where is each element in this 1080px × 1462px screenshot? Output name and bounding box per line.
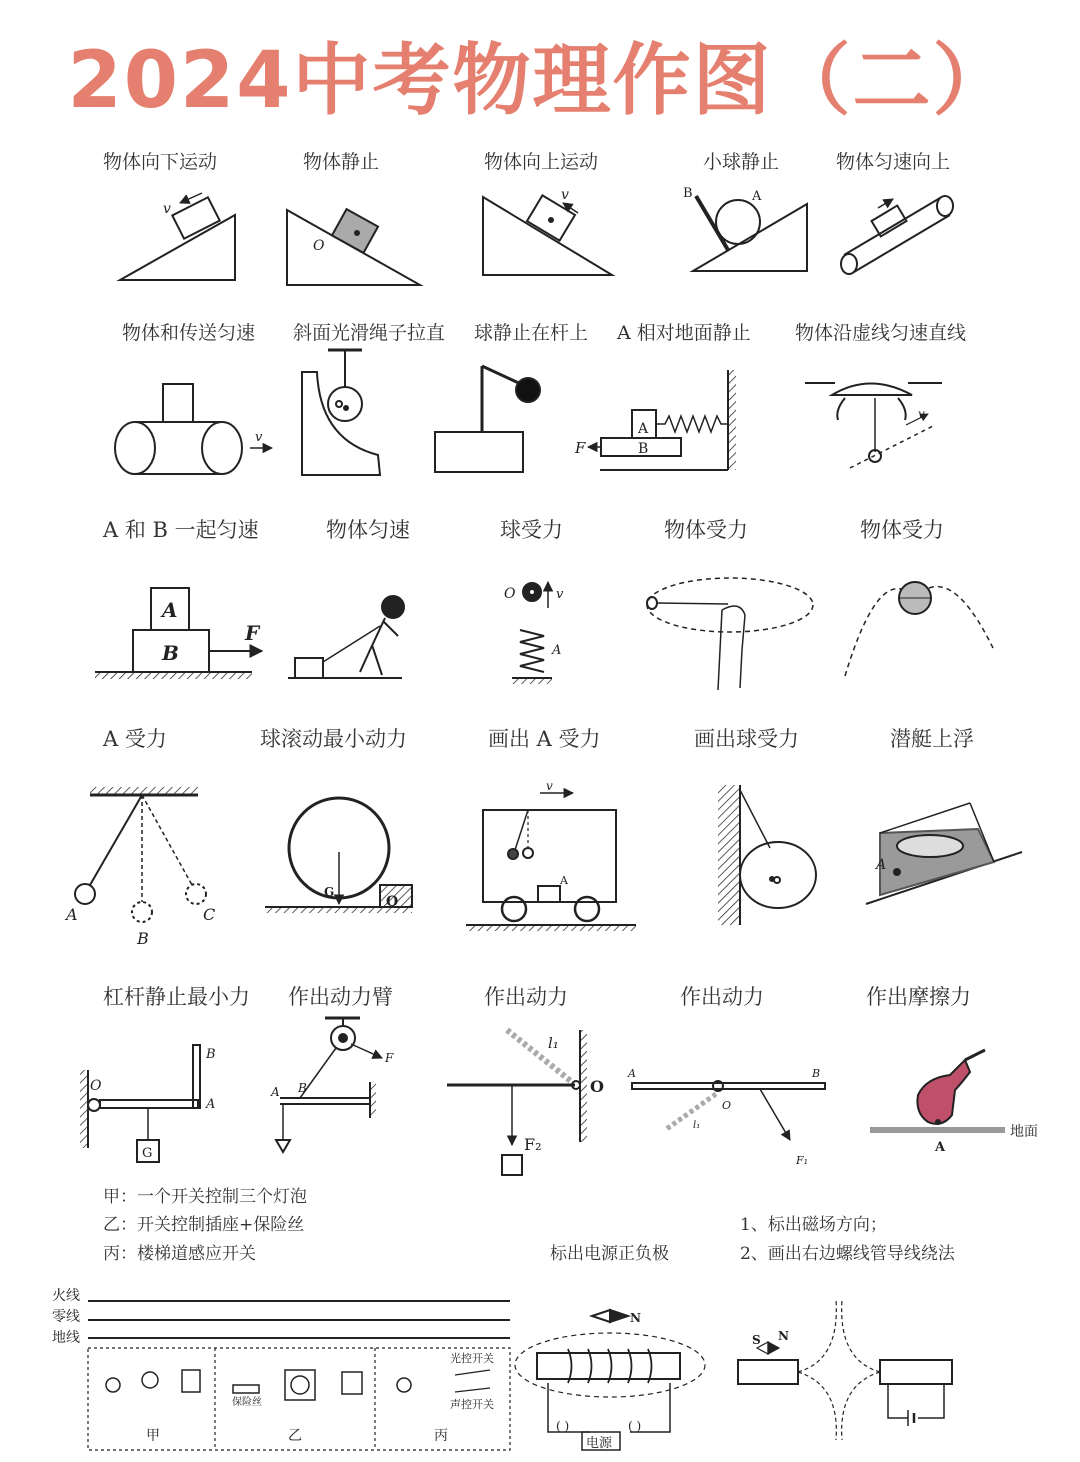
fig-incline-static: [287, 209, 420, 285]
label-a: A: [752, 189, 762, 204]
label-r5-c2: 作出动力臂: [288, 985, 393, 1009]
label-r2-c3: 球静止在杆上: [474, 322, 589, 344]
fig-incline-moving-up: [483, 187, 612, 275]
fig-pulley-lever: [270, 1018, 394, 1152]
label-o: O: [504, 586, 516, 602]
label-light-switch: 光控开关: [450, 1352, 494, 1365]
label-o: O: [313, 238, 325, 254]
label-paren: ( ): [556, 1419, 570, 1433]
fig-magnet-field: [738, 1300, 952, 1440]
label-r4-c4: 画出球受力: [694, 727, 799, 751]
fig-lever-f1: [627, 1067, 825, 1167]
label-r1-c4: 小球静止: [703, 151, 780, 173]
label-a: A: [628, 1067, 636, 1080]
label-b: B: [812, 1067, 821, 1080]
fig-conveyor-belt: [115, 384, 272, 474]
fig-incline-moving-down: [120, 193, 235, 280]
fig-ball-against-wall: [718, 785, 816, 925]
fig-ball-on-spring: [504, 582, 564, 684]
fig-home-circuit: [52, 1287, 510, 1450]
label-fire-line: 火线: [52, 1288, 80, 1304]
fig-projectile-ball: [845, 582, 993, 676]
fig-pendulum: [64, 787, 215, 948]
label-r1-c3: 物体向上运动: [484, 151, 599, 173]
label-f: F: [575, 439, 586, 457]
label-v: v: [561, 187, 569, 203]
label-a: A: [560, 874, 568, 887]
label-r2-c4: A 相对地面静止: [617, 322, 751, 344]
label-paren: ( ): [628, 1419, 642, 1433]
label-b: B: [298, 1081, 307, 1095]
fig-drone: [805, 383, 942, 468]
label-b: B: [206, 1047, 216, 1062]
fig-bent-lever: [80, 1045, 216, 1162]
label-ground: 地面: [1010, 1124, 1038, 1140]
label-v: v: [556, 587, 564, 602]
label-r4-c2: 球滚动最小动力: [260, 727, 407, 751]
label-r4-c1: A 受力: [103, 727, 167, 751]
magnet-note-1: 1、标出磁场方向；: [740, 1215, 887, 1235]
circuit-note-bing: 丙：楼梯道感应开关: [103, 1244, 256, 1264]
label-o: O: [590, 1077, 604, 1096]
label-fuse: 保险丝: [232, 1397, 262, 1408]
label-o: O: [386, 894, 399, 910]
fig-stacked-blocks-ab: [95, 588, 262, 679]
label-b: B: [683, 186, 693, 201]
label-o: O: [90, 1078, 102, 1094]
label-o: O: [722, 1099, 732, 1112]
label-r2-c1: 物体和传送匀速: [122, 322, 256, 344]
fig-submarine-rising: [866, 803, 1022, 904]
label-f2: F₂: [524, 1135, 542, 1154]
circuit-note-yi: 乙：开关控制插座+保险丝: [103, 1215, 305, 1235]
fig-lever-f2: [447, 1030, 604, 1175]
label-s: S: [752, 1333, 761, 1347]
label-panel-bing: 丙: [434, 1428, 448, 1444]
label-r5-c5: 作出摩擦力: [866, 985, 971, 1009]
label-f: F: [385, 1051, 394, 1065]
label-r5-c1: 杠杆静止最小力: [103, 985, 250, 1009]
label-power: 电源: [586, 1436, 613, 1451]
magnet-note-2: 2、画出右边螺线管导线绕法: [740, 1244, 955, 1264]
label-v: v: [546, 779, 553, 793]
label-l1: l₁: [693, 1120, 701, 1131]
label-b: B: [638, 441, 649, 457]
circuit-note-jia: 甲：一个开关控制三个灯泡: [103, 1187, 307, 1207]
label-r3-c5: 物体受力: [860, 518, 944, 542]
label-a: A: [876, 857, 887, 873]
label-c: C: [203, 905, 216, 924]
label-v: v: [255, 430, 263, 445]
label-f1: F₁: [796, 1154, 809, 1167]
label-panel-jia: 甲: [146, 1428, 160, 1444]
label-r1-c1: 物体向下运动: [103, 151, 218, 173]
label-r3-c1: A 和 B 一起匀速: [103, 518, 259, 542]
label-b: B: [137, 929, 149, 948]
label-r3-c4: 物体受力: [664, 518, 748, 542]
label-b: B: [162, 641, 179, 665]
fig-solenoid-power: [515, 1310, 705, 1451]
fig-spring-block: [574, 370, 736, 470]
label-a: A: [66, 905, 78, 924]
label-a: A: [206, 1097, 216, 1112]
label-r2-c2: 斜面光滑绳子拉直: [293, 322, 446, 344]
fig-cart-pendulum: [466, 779, 636, 931]
fig-ball-on-incline: [683, 186, 807, 271]
fig-smooth-incline-rope: [302, 350, 380, 475]
label-a: A: [638, 421, 649, 437]
fig-ball-over-step: [265, 798, 412, 913]
label-earth-line: 地线: [52, 1330, 80, 1346]
label-a: A: [271, 1085, 280, 1099]
label-r4-c3: 画出 A 受力: [488, 727, 601, 751]
label-panel-yi: 乙: [288, 1428, 302, 1444]
fig-shoe-friction: [870, 1050, 1038, 1155]
page-title: 2024中考物理作图（二）: [67, 36, 1013, 126]
label-r1-c2: 物体静止: [303, 151, 380, 173]
label-r4-c5: 潜艇上浮: [890, 727, 974, 751]
label-sound-switch: 声控开关: [450, 1398, 494, 1411]
label-r3-c3: 球受力: [500, 518, 563, 542]
label-l1: l₁: [548, 1034, 559, 1052]
label-zero-line: 零线: [52, 1309, 80, 1325]
fig-string-circular-motion: [647, 578, 813, 690]
label-n: N: [778, 1329, 789, 1343]
label-v: v: [163, 201, 171, 217]
label-n: N: [630, 1311, 641, 1325]
power-note: 标出电源正负极: [550, 1244, 669, 1264]
label-a: A: [162, 598, 178, 622]
label-r5-c3: 作出动力: [484, 985, 568, 1009]
label-v: v: [918, 407, 925, 421]
label-r2-c5: 物体沿虚线匀速直线: [795, 322, 967, 344]
label-g: G: [142, 1146, 153, 1161]
label-a: A: [935, 1140, 946, 1155]
label-r1-c5: 物体匀速向上: [836, 151, 951, 173]
label-r3-c2: 物体匀速: [326, 518, 410, 542]
fig-conveyor-tube-up: [841, 196, 953, 274]
label-f: F: [245, 621, 260, 645]
label-g: G: [324, 885, 335, 899]
fig-ball-on-rod: [435, 366, 540, 472]
label-r5-c4: 作出动力: [680, 985, 764, 1009]
fig-person-pulling-box: [288, 596, 404, 678]
label-a: A: [552, 643, 562, 658]
